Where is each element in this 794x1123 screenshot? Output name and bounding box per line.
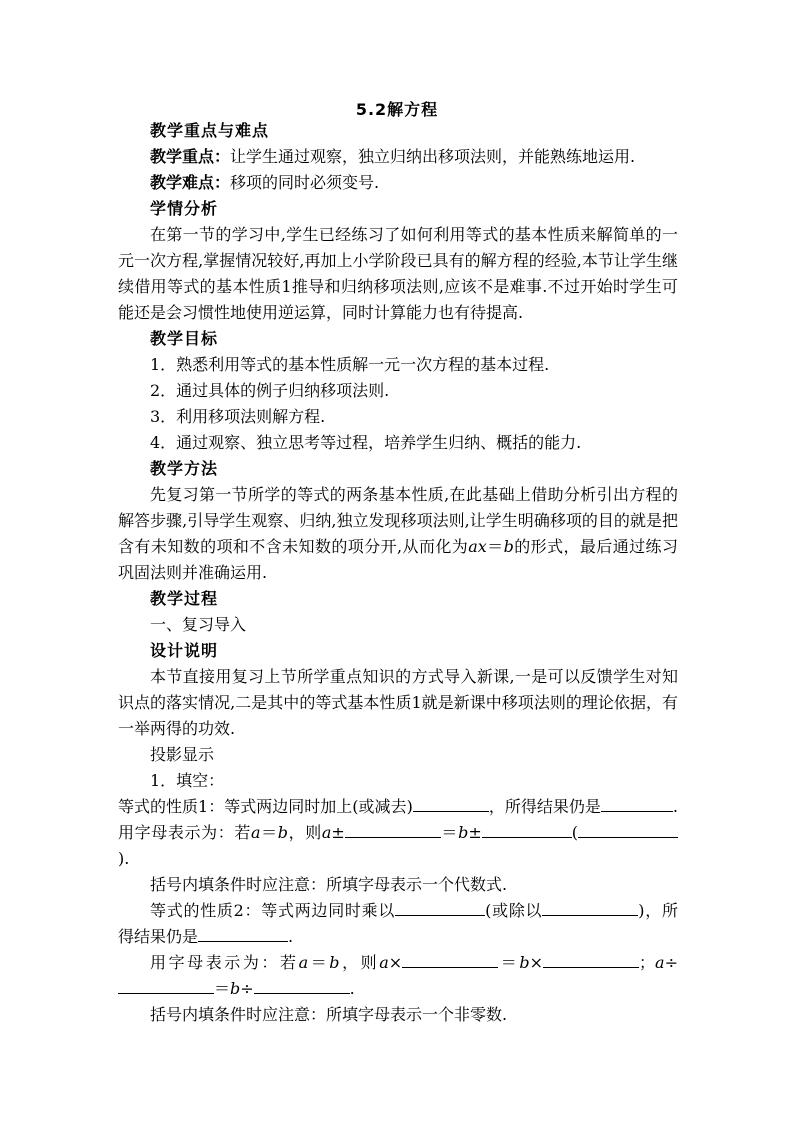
fill-blank[interactable]: [601, 795, 673, 812]
page-title: 5.2解方程: [355, 100, 439, 119]
times-sign: ×: [529, 953, 544, 972]
times-sign: ×: [388, 953, 403, 972]
goal-item: 2．通过具体的例子归纳移项法则.: [150, 381, 390, 400]
property-2-text: 等式的性质2：等式两边同时乘以: [150, 901, 396, 920]
property-2-text: 用字母表示为：若: [150, 953, 299, 972]
method-text-2: 的形式，最后通过练习巩固法则并准确运用.: [118, 537, 678, 582]
property-1-text: ，所得结果仍是: [488, 797, 601, 816]
process-header: 教学过程: [150, 589, 219, 608]
method-var-b: b: [503, 537, 514, 556]
difficulty-text: 移项的同时必须变号.: [230, 173, 380, 192]
difficulty-label: 教学难点：: [150, 173, 231, 192]
goal-item: 1．熟悉利用等式的基本性质解一元一次方程的基本过程.: [150, 355, 550, 374]
design-text: 本节直接用复习上节所学重点知识的方式导入新课,一是可以反馈学生对知识点的落实情况,二是其中的等式基本性质1就是新课中移项法则的理论依据，有一举两得的功效.: [118, 667, 678, 738]
difficulty-paragraph: [118, 170, 678, 196]
property-2-paragraph: [118, 898, 678, 950]
period: .: [349, 979, 355, 998]
var-a: a: [379, 953, 389, 972]
var-b: b: [458, 823, 469, 842]
open-paren: (: [571, 823, 578, 842]
fill-blank[interactable]: [254, 977, 350, 994]
fill-title: 1．填空：: [150, 771, 225, 790]
fill-blank[interactable]: [198, 925, 288, 942]
equals-sign: ＝: [308, 953, 330, 972]
equals-sign: ＝: [214, 979, 231, 998]
note-2: 括号内填条件时应注意：所填字母表示一个非零数.: [150, 1005, 508, 1024]
var-a: a: [250, 823, 261, 842]
equals-sign: ＝: [440, 823, 459, 842]
fill-blank[interactable]: [543, 951, 639, 968]
note-1: 括号内填条件时应注意：所填字母表示一个代数式.: [150, 875, 508, 894]
var-a: a: [298, 953, 309, 972]
property-2-text: )，所得结果仍是: [118, 901, 678, 946]
equals-sign: ＝: [260, 823, 278, 842]
var-b: b: [277, 823, 288, 842]
equals-sign: ＝: [498, 953, 520, 972]
fill-blank[interactable]: [345, 821, 441, 838]
var-b: b: [329, 953, 340, 972]
projection-label: 投影显示: [150, 745, 215, 764]
method-var-ax: ax: [468, 537, 487, 556]
focus-header: 教学重点与难点: [150, 121, 270, 140]
fill-blank[interactable]: [402, 951, 498, 968]
var-b: b: [230, 979, 241, 998]
property-1-text: 等式的性质1：等式两边同时加上(或减去): [118, 797, 413, 816]
goal-item: 3．利用移项法则解方程.: [150, 407, 326, 426]
plus-minus-sign: ±: [468, 823, 482, 842]
focus-paragraph: [118, 144, 678, 170]
goal-item: 4．通过观察、独立思考等过程，培养学生归纳、概括的能力.: [150, 433, 582, 452]
method-text-1: 先复习第一节所学的等式的两条基本性质,在此基础上借助分析引出方程的解答步骤,引导学生观察、归纳,独立发现移项法则,让学生明确移项的目的就是把含有未知数的项和不含未知数的项分开,从而化为: [118, 485, 678, 556]
goals-header: 教学目标: [150, 329, 219, 348]
property-1-paragraph: [118, 794, 678, 872]
property-2-text: (或除以: [485, 901, 543, 920]
period: .: [288, 927, 294, 946]
fill-blank[interactable]: [578, 821, 678, 838]
focus-label: 教学重点：: [150, 147, 231, 166]
fill-blank[interactable]: [118, 977, 214, 994]
var-a: a: [655, 953, 665, 972]
method-header: 教学方法: [150, 459, 219, 478]
var-a: a: [321, 823, 332, 842]
fill-blank[interactable]: [413, 795, 489, 812]
design-header: 设计说明: [150, 641, 219, 660]
close-paren: ).: [118, 849, 130, 868]
plus-minus-sign: ±: [331, 823, 345, 842]
var-b: b: [519, 953, 530, 972]
analysis-text: 在第一节的学习中,学生已经练习了如何利用等式的基本性质来解简单的一元一次方程,掌握情况较好,再加上小学阶段已具有的解方程的经验,本节让学生继续借用等式的基本性质1推导和归纳移项法则,应该不是难事.不过开始时学生可能还是会习惯性地使用逆运算，同时计算能力也有待提高.: [118, 225, 678, 322]
property-1-text: .用字母表示为：若: [118, 797, 678, 842]
analysis-header: 学情分析: [150, 199, 219, 218]
process-step: 一、复习导入: [150, 615, 247, 634]
property-2-text: ，则: [339, 953, 380, 972]
fill-blank[interactable]: [482, 821, 572, 838]
divide-sign: ÷: [664, 953, 678, 972]
fill-blank[interactable]: [395, 899, 485, 916]
method-eq: ＝: [486, 537, 504, 556]
divide-sign: ÷: [240, 979, 254, 998]
fill-blank[interactable]: [542, 899, 638, 916]
document-body: [118, 118, 678, 1028]
method-paragraph: [118, 482, 678, 586]
semicolon: ；: [639, 953, 656, 972]
focus-text: 让学生通过观察，独立归纳出移项法则，并能熟练地运用.: [230, 147, 636, 166]
property-2-letters: [118, 950, 678, 1002]
property-1-text: ，则: [288, 823, 322, 842]
